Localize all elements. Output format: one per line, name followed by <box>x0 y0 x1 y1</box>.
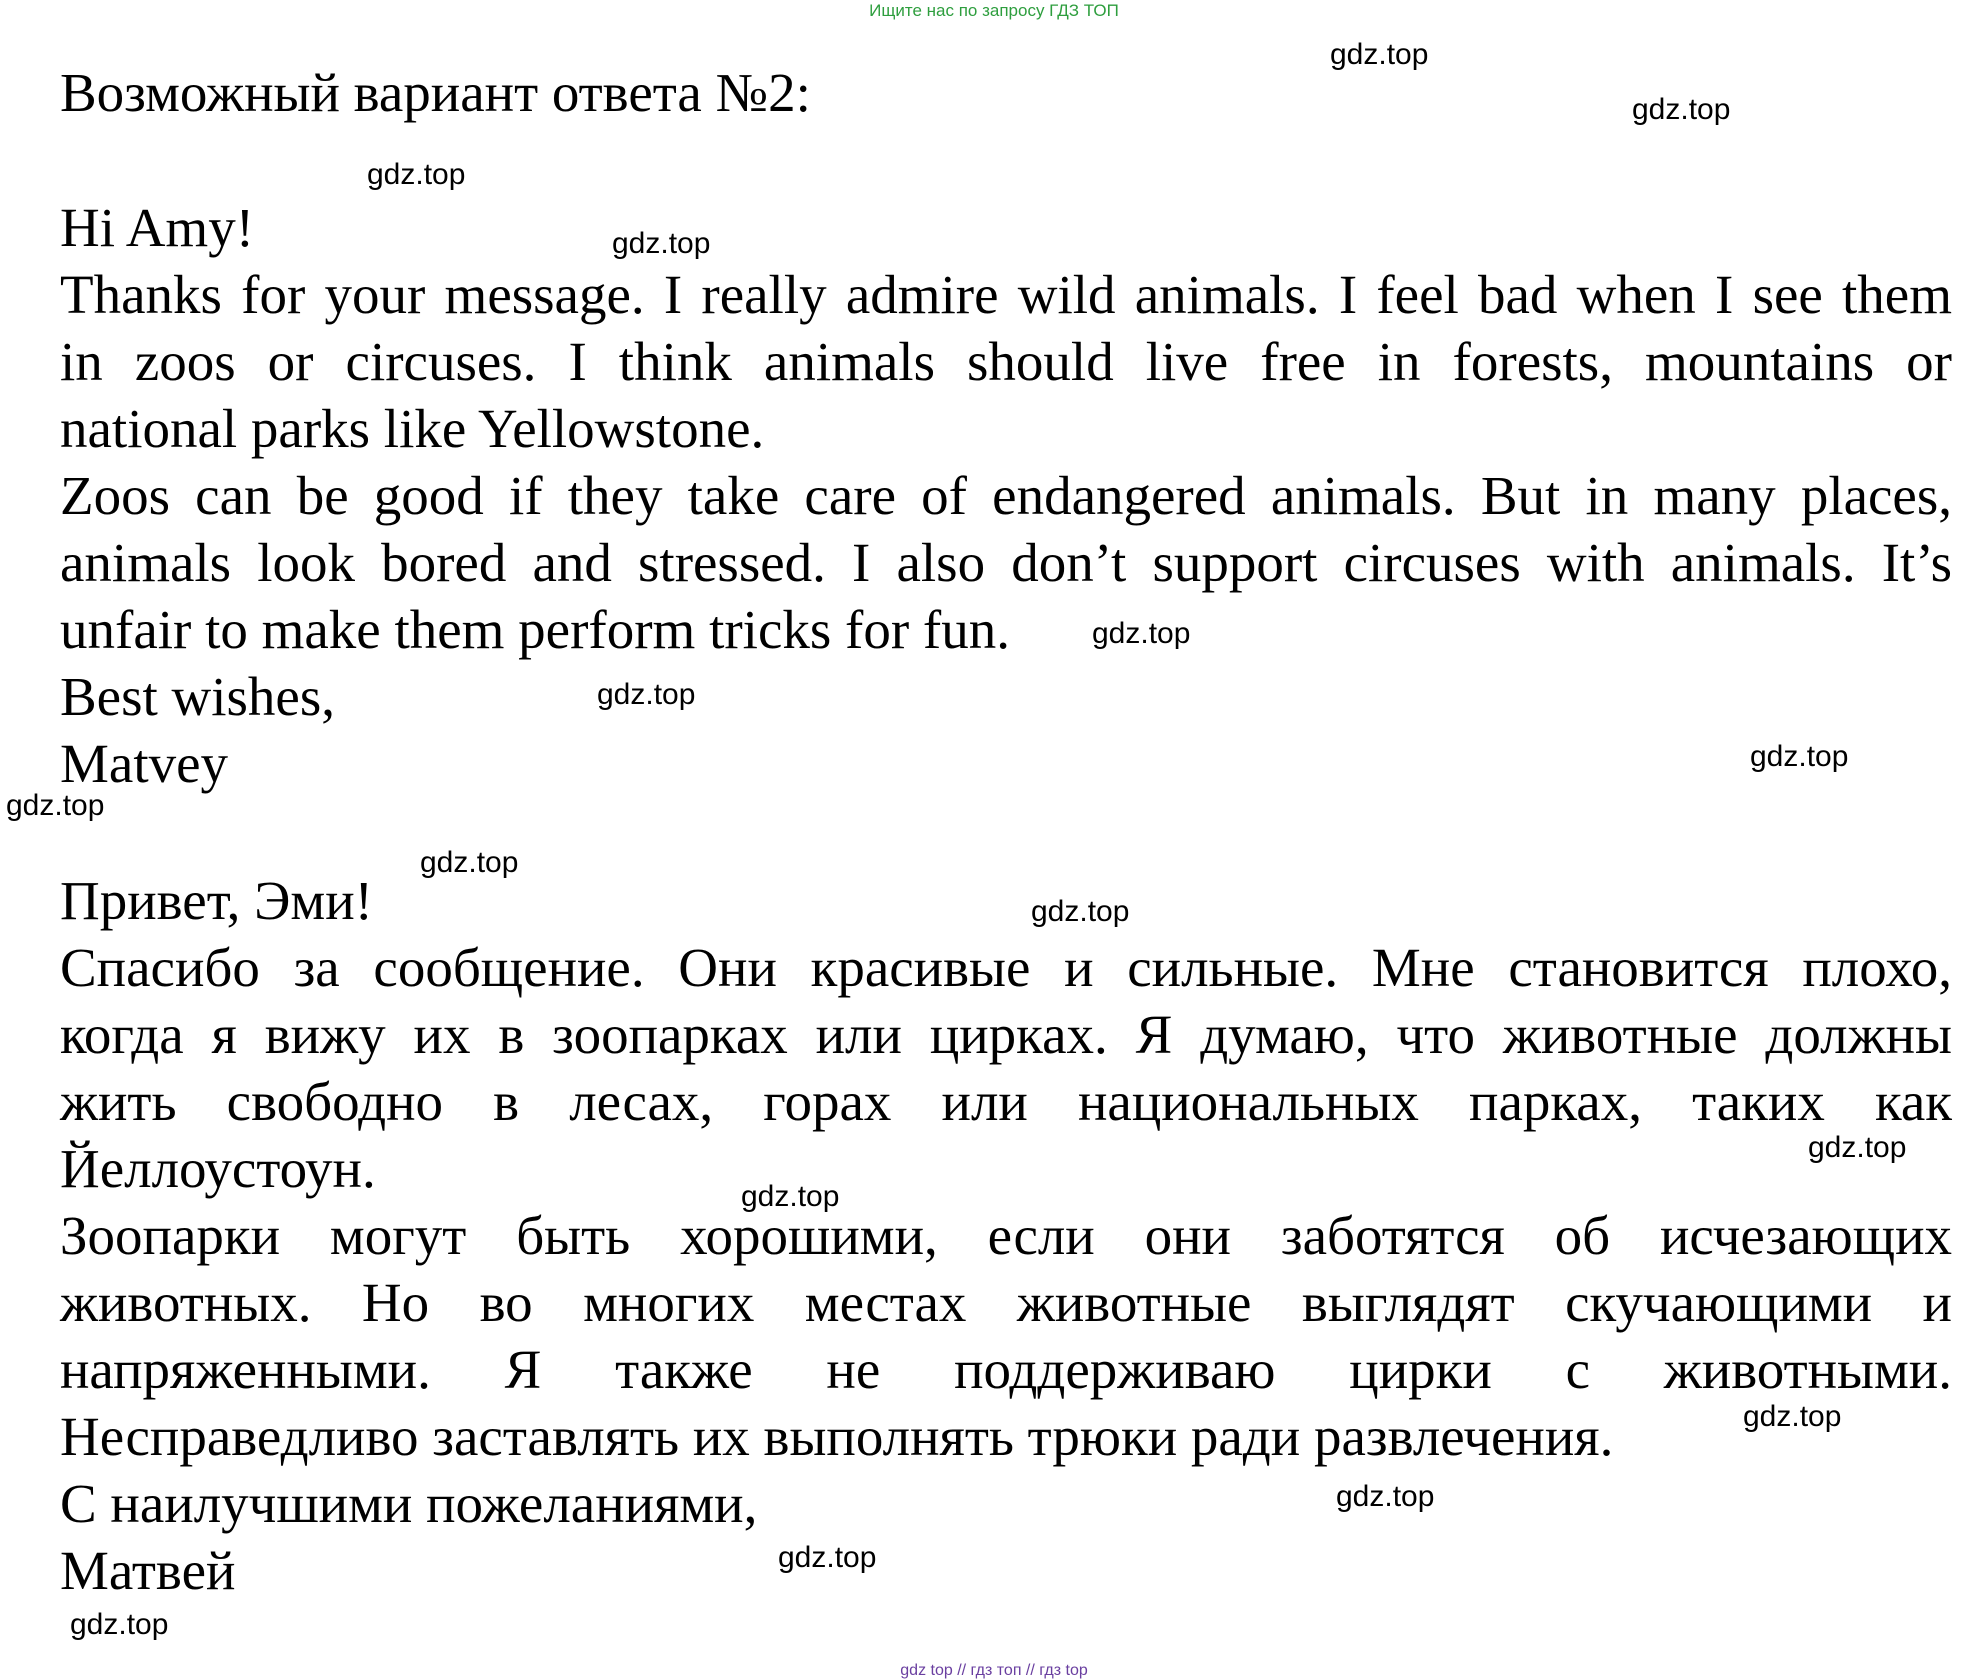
watermark: gdz.top <box>741 1180 840 1213</box>
watermark: gdz.top <box>1031 895 1130 928</box>
russian-closing: С наилучшими пожеланиями, <box>60 1473 758 1534</box>
watermark: gdz.top <box>1092 617 1191 650</box>
russian-line-1: Спасибо за сообщение. Они красивые и сильные. Мне становится плохо, <box>60 937 1952 998</box>
watermark: gdz.top <box>1330 38 1429 71</box>
watermark: gdz.top <box>367 158 466 191</box>
watermark: gdz.top <box>612 227 711 260</box>
watermark: gdz.top <box>1808 1131 1907 1164</box>
english-line-2: in zoos or circuses. I think animals should live free in forests, mountains or <box>60 331 1952 392</box>
russian-line-3: жить свободно в лесах, горах или национальных парках, таких как <box>60 1071 1952 1132</box>
watermark: gdz.top <box>1750 740 1849 773</box>
watermark: gdz.top <box>6 789 105 822</box>
russian-letter <box>60 867 1952 1604</box>
watermark: gdz.top <box>1632 93 1731 126</box>
russian-line-6: животных. Но во многих местах животные выглядят скучающими и <box>60 1272 1952 1333</box>
russian-greeting: Привет, Эми! <box>60 870 373 931</box>
watermark: gdz.top <box>70 1608 169 1641</box>
russian-signature: Матвей <box>60 1540 236 1601</box>
english-line-3: national parks like Yellowstone. <box>60 398 765 459</box>
english-letter <box>60 194 1952 797</box>
watermark: gdz.top <box>597 678 696 711</box>
english-greeting: Hi Amy! <box>60 197 255 258</box>
russian-line-5: Зоопарки могут быть хорошими, если они заботятся об исчезающих <box>60 1205 1952 1266</box>
russian-line-4: Йеллоустоун. <box>60 1138 376 1199</box>
russian-line-7: напряженными. Я также не поддерживаю цирки с животными. <box>60 1339 1952 1400</box>
english-line-1: Thanks for your message. I really admire wild animals. I feel bad when I see them <box>60 264 1952 325</box>
page-title: Возможный вариант ответа №2: <box>60 62 811 123</box>
english-closing: Best wishes, <box>60 666 335 727</box>
english-signature: Matvey <box>60 733 229 794</box>
watermark: gdz.top <box>420 846 519 879</box>
english-line-4: Zoos can be good if they take care of endangered animals. But in many places, <box>60 465 1952 526</box>
watermark: gdz.top <box>1743 1400 1842 1433</box>
watermark: gdz.top <box>778 1541 877 1574</box>
russian-line-8: Несправедливо заставлять их выполнять трюки ради развлечения. <box>60 1406 1614 1467</box>
watermark: gdz.top <box>1336 1480 1435 1513</box>
footer-banner: gdz top // гдз топ // гдз top <box>900 1662 1088 1679</box>
top-banner: Ищите нас по запросу ГДЗ ТОП <box>869 1 1119 20</box>
russian-line-2: когда я вижу их в зоопарках или цирках. Я думаю, что животные должны <box>60 1004 1952 1065</box>
english-line-5: animals look bored and stressed. I also don’t support circuses with animals. It’s <box>60 532 1952 593</box>
english-line-6: unfair to make them perform tricks for fun. <box>60 599 1010 660</box>
